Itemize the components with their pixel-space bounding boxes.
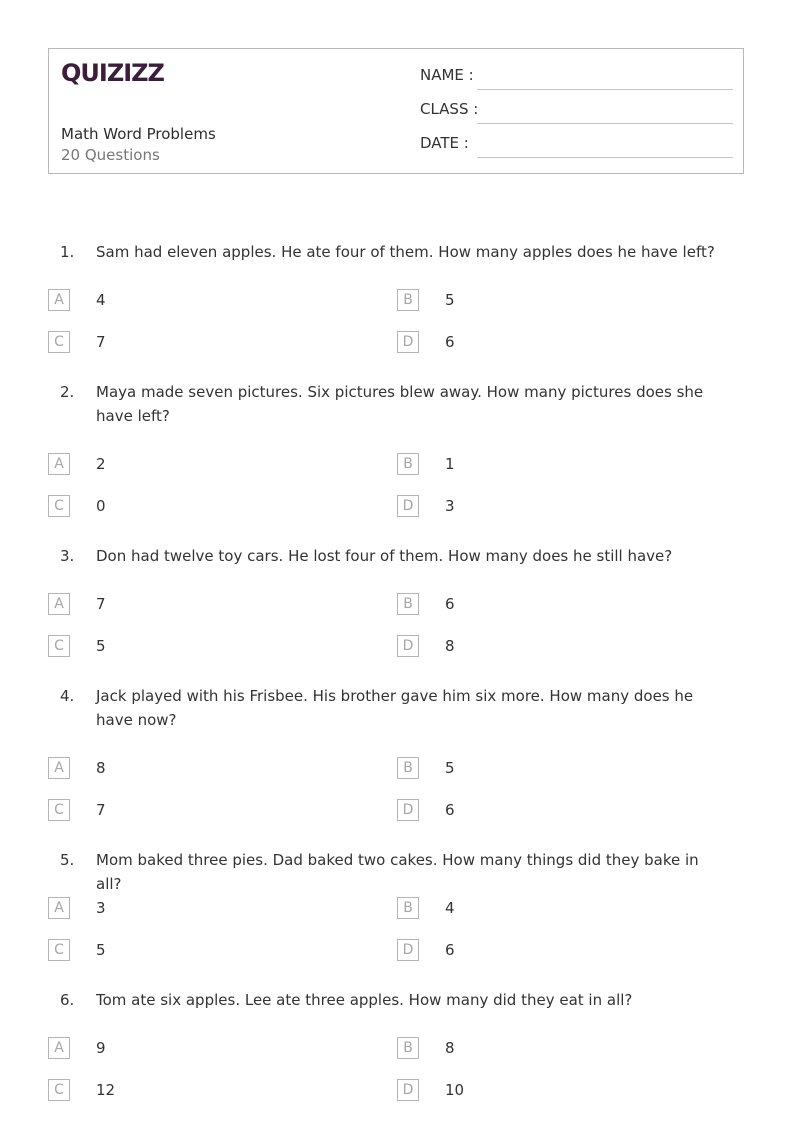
option-value: 5 — [96, 941, 106, 959]
option-letter-box[interactable]: D — [397, 495, 419, 517]
option-letter-box[interactable]: C — [48, 495, 70, 517]
name-label: NAME : — [420, 66, 474, 84]
question-text: Mom baked three pies. Dad baked two cakes. How many things did they bake in all? — [96, 851, 699, 893]
option-letter-box[interactable]: B — [397, 897, 419, 919]
question-number: 5. — [60, 851, 75, 869]
option-value: 3 — [96, 899, 106, 917]
question-number: 1. — [60, 243, 75, 261]
option-value: 6 — [445, 941, 455, 959]
option-value: 8 — [445, 1039, 455, 1057]
option-letter-box[interactable]: C — [48, 331, 70, 353]
class-label: CLASS : — [420, 100, 479, 118]
worksheet-title: Math Word Problems — [61, 125, 216, 143]
option-value: 9 — [96, 1039, 106, 1057]
option-letter-box[interactable]: A — [48, 897, 70, 919]
option-letter-box[interactable]: B — [397, 593, 419, 615]
worksheet-header — [48, 48, 744, 174]
date-label: DATE : — [420, 134, 469, 152]
class-line[interactable] — [477, 123, 733, 124]
option-letter-box[interactable]: D — [397, 1079, 419, 1101]
option-value: 3 — [445, 497, 455, 515]
option-value: 5 — [445, 759, 455, 777]
date-line[interactable] — [477, 157, 733, 158]
option-letter-box[interactable]: A — [48, 1037, 70, 1059]
option-value: 12 — [96, 1081, 116, 1099]
question-text: Maya made seven pictures. Six pictures blew away. How many pictures does she have left? — [96, 383, 704, 425]
option-value: 7 — [96, 801, 106, 819]
option-letter-box[interactable]: A — [48, 593, 70, 615]
option-value: 7 — [96, 333, 106, 351]
option-value: 4 — [96, 291, 106, 309]
option-value: 5 — [445, 291, 455, 309]
question-number: 6. — [60, 991, 75, 1009]
option-letter-box[interactable]: D — [397, 635, 419, 657]
question-count: 20 Questions — [61, 146, 160, 164]
option-value: 6 — [445, 801, 455, 819]
option-letter-box[interactable]: C — [48, 1079, 70, 1101]
question-text: Tom ate six apples. Lee ate three apples. How many did they eat in all? — [96, 991, 633, 1009]
option-value: 8 — [96, 759, 106, 777]
option-value: 8 — [445, 637, 455, 655]
option-letter-box[interactable]: A — [48, 757, 70, 779]
question-text: Don had twelve toy cars. He lost four of them. How many does he still have? — [96, 547, 673, 565]
option-letter-box[interactable]: C — [48, 635, 70, 657]
name-line[interactable] — [477, 89, 733, 90]
option-letter-box[interactable]: D — [397, 799, 419, 821]
question-text: Sam had eleven apples. He ate four of them. How many apples does he have left? — [96, 243, 715, 261]
option-value: 5 — [96, 637, 106, 655]
date-field[interactable] — [420, 134, 733, 158]
option-value: 6 — [445, 595, 455, 613]
option-value: 0 — [96, 497, 106, 515]
option-value: 10 — [445, 1081, 465, 1099]
option-letter-box[interactable]: C — [48, 939, 70, 961]
option-value: 2 — [96, 455, 106, 473]
option-value: 7 — [96, 595, 106, 613]
option-value: 6 — [445, 333, 455, 351]
quizizz-logo: QUIZIZZ — [61, 59, 164, 87]
option-letter-box[interactable]: B — [397, 453, 419, 475]
option-letter-box[interactable]: C — [48, 799, 70, 821]
question-text: Jack played with his Frisbee. His brother gave him six more. How many does he have now? — [96, 687, 694, 729]
question-number: 3. — [60, 547, 75, 565]
name-field[interactable] — [420, 66, 733, 90]
option-letter-box[interactable]: A — [48, 453, 70, 475]
option-letter-box[interactable]: B — [397, 289, 419, 311]
option-letter-box[interactable]: B — [397, 757, 419, 779]
question-number: 4. — [60, 687, 75, 705]
class-field[interactable] — [420, 100, 733, 124]
option-letter-box[interactable]: B — [397, 1037, 419, 1059]
option-letter-box[interactable]: D — [397, 939, 419, 961]
question-number: 2. — [60, 383, 75, 401]
option-letter-box[interactable]: D — [397, 331, 419, 353]
option-value: 1 — [445, 455, 455, 473]
option-value: 4 — [445, 899, 455, 917]
option-letter-box[interactable]: A — [48, 289, 70, 311]
